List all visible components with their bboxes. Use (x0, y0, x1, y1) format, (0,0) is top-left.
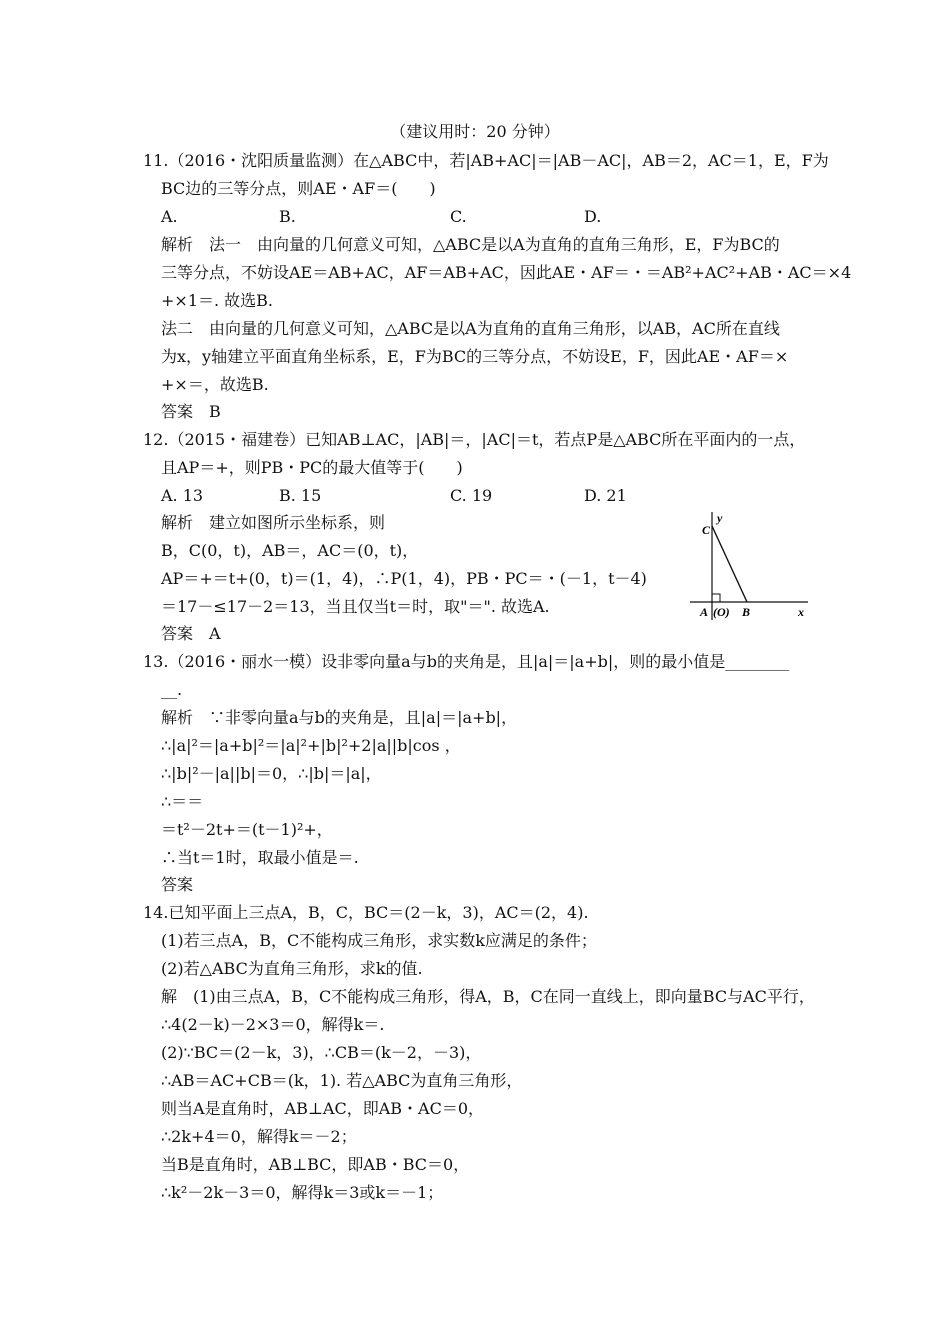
q13-analysis-line-6: ∴当t＝1时，取最小值是＝. (161, 848, 359, 867)
q12-answer: 答案 A (161, 624, 221, 643)
q13-answer: 答案 (161, 875, 194, 894)
q12-coordinate-figure (686, 508, 810, 620)
q12-stem-line-1: 12.（2015・福建卷）已知AB⊥AC，|AB|＝，|AC|＝t，若点P是△ABC所在平面内的一点， (143, 430, 806, 449)
label-a: A (700, 605, 709, 619)
q12-option-b: B. 15 (279, 486, 322, 505)
q13-analysis-line-5: ＝t²－2t+＝(t－1)²+， (161, 820, 333, 839)
q12-option-c: C. 19 (450, 486, 493, 505)
q13-analysis-line-3: ∴|b|²－|a||b|＝0，∴|b|＝|a|， (161, 764, 382, 783)
q14-solution-line-6: ∴2k+4＝0，解得k＝－2； (161, 1127, 357, 1146)
q12-stem-line-2: 且AP＝+，则PB・PC的最大值等于( ) (161, 458, 463, 477)
q14-part-1: (1)若三点A，B，C不能构成三角形，求实数k应满足的条件； (161, 931, 597, 950)
q11-option-c: C. (450, 207, 467, 226)
q11-analysis-line-6: +×＝，故选B. (161, 375, 269, 394)
q13-stem-line-1: 13.（2016・丽水一模）设非零向量a与b的夹角是，且|a|＝|a+b|，则的最小值是________ (143, 652, 790, 671)
q14-solution-line-1: 解 (1)由三点A，B，C不能构成三角形，得A，B，C在同一直线上，即向量BC与AC平行， (161, 987, 815, 1006)
q11-answer: 答案 B (161, 402, 221, 421)
label-y: y (717, 511, 723, 525)
label-c: C (702, 523, 711, 537)
q12-analysis-line-2: B，C(0，t)，AB＝，AC＝(0，t)， (161, 541, 419, 560)
q14-solution-line-4: ∴AB＝AC+CB＝(k，1). 若△ABC为直角三角形， (161, 1071, 523, 1090)
q13-analysis-line-2: ∴|a|²＝|a+b|²＝|a|²+|b|²+2|a||b|cos ， (161, 736, 461, 755)
q14-solution-line-7: 当B是直角时，AB⊥BC，即AB・BC＝0， (161, 1155, 470, 1174)
q14-stem: 14.已知平面上三点A，B，C，BC＝(2－k，3)，AC＝(2，4). (143, 903, 589, 922)
q11-option-d: D. (584, 207, 602, 226)
q11-analysis-line-1: 解析 法一 由向量的几何意义可知，△ABC是以A为直角的直角三角形，E，F为BC的 (161, 235, 780, 254)
q13-stem-line-2: __. (161, 680, 183, 699)
time-note: （建议用时：20 分钟） (390, 122, 560, 141)
label-o: (O) (713, 605, 730, 619)
q11-analysis-line-5: 为x，y轴建立平面直角坐标系，E，F为BC的三等分点，不妨设E，F，因此AE・AF＝× (161, 347, 789, 366)
q12-analysis-line-4: ＝17－≤17－2＝13，当且仅当t＝时，取"＝". 故选A. (161, 597, 550, 616)
q11-option-b: B. (279, 207, 296, 226)
right-angle-mark (712, 594, 720, 602)
q11-stem-line-2: BC边的三等分点，则AE・AF＝( ) (161, 179, 436, 198)
segment-cb (712, 526, 747, 602)
q11-stem-line-1: 11.（2016・沈阳质量监测）在△ABC中，若|AB+AC|＝|AB－AC|，AB＝2，AC＝1，E，F为 (143, 151, 829, 170)
q11-analysis-line-4: 法二 由向量的几何意义可知，△ABC是以A为直角的直角三角形，以AB，AC所在直线 (161, 319, 780, 338)
q14-solution-line-2: ∴4(2－k)－2×3＝0，解得k＝. (161, 1015, 385, 1034)
q12-analysis-line-3: AP＝+＝t+(0，t)＝(1，4)，∴P(1，4)，PB・PC＝・(－1，t－4) (161, 569, 647, 588)
q12-option-a: A. 13 (161, 486, 204, 505)
label-b: B (742, 605, 751, 619)
q14-solution-line-3: (2)∵BC＝(2－k，3)，∴CB＝(k－2，－3)， (161, 1043, 482, 1062)
q11-option-a: A. (161, 207, 178, 226)
q13-analysis-line-1: 解析 ∵非零向量a与b的夹角是，且|a|＝|a+b|， (161, 708, 518, 727)
q11-analysis-line-3: +×1＝. 故选B. (161, 291, 274, 310)
q12-option-d: D. 21 (584, 486, 627, 505)
q14-solution-line-5: 则当A是直角时，AB⊥AC，即AB・AC＝0， (161, 1099, 485, 1118)
q14-part-2: (2)若△ABC为直角三角形，求k的值. (161, 959, 423, 978)
q13-analysis-line-4: ∴＝＝ (161, 792, 204, 811)
q12-analysis-line-1: 解析 建立如图所示坐标系，则 (161, 513, 386, 532)
q14-solution-line-8: ∴k²－2k－3＝0，解得k＝3或k＝－1； (161, 1183, 444, 1202)
q11-analysis-line-2: 三等分点，不妨设AE＝AB+AC，AF＝AB+AC，因此AE・AF＝・＝AB²+AC²+AB・AC＝×4 (161, 263, 852, 282)
label-x: x (798, 605, 804, 619)
